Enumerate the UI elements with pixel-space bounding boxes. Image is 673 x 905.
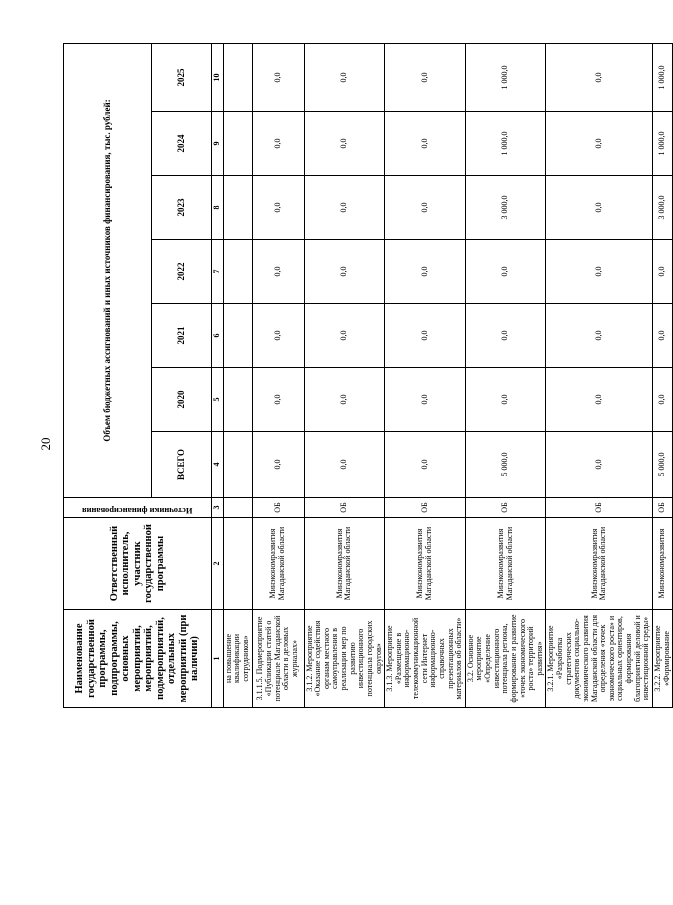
header-responsible: Ответственный исполнитель, участник государственной программы [64, 518, 212, 610]
funding-value [223, 240, 252, 304]
header-year: 2022 [152, 240, 212, 304]
header-year: 2025 [152, 43, 212, 111]
funding-value: 0,0 [546, 176, 653, 240]
funding-value: 3 000,0 [465, 176, 546, 240]
funding-value: 0,0 [546, 112, 653, 176]
header-source-cell [64, 498, 212, 518]
funding-source: ОБ [652, 498, 672, 518]
funding-source: ОБ [385, 498, 466, 518]
funding-value: 0,0 [385, 368, 466, 432]
funding-source [223, 498, 252, 518]
activity-name: 3.2.1. Мероприятие «Разработка стратегических документов социально-экономического развития Магаданской области для определения «точек экономического роста» и социальных ориентиров, формирования благоприятной деловой и инвестиционной среды» [546, 610, 653, 708]
funding-value: 0,0 [546, 304, 653, 368]
funding-value: 0,0 [252, 112, 304, 176]
funding-value [223, 112, 252, 176]
funding-value: 0,0 [304, 304, 385, 368]
table-row [385, 43, 466, 707]
funding-value: 0,0 [652, 368, 672, 432]
header-year: 2023 [152, 176, 212, 240]
responsible-executor [223, 518, 252, 610]
header-year: 2020 [152, 368, 212, 432]
responsible-executor: Минэкономразвития Магаданской области [546, 518, 653, 610]
funding-value: 1 000,0 [465, 43, 546, 111]
funding-value [223, 368, 252, 432]
activity-name: 3.1.2. Мероприятие «Оказание содействия органам местного самоуправления в реализации мер по развитию инвестиционного потенциала городских округов» [304, 610, 385, 708]
responsible-executor: Минэкономразвития [652, 518, 672, 610]
column-number-row [212, 43, 224, 707]
funding-value: 0,0 [652, 240, 672, 304]
column-number: 6 [212, 304, 224, 368]
responsible-executor: Минэкономразвития Магаданской области [252, 518, 304, 610]
column-number: 10 [212, 43, 224, 111]
table-row [652, 43, 672, 707]
header-funding: Объем бюджетных ассигнований и иных источников финансирования, тыс. рублей: [64, 43, 152, 497]
funding-value: 0,0 [385, 43, 466, 111]
funding-value: 0,0 [252, 240, 304, 304]
funding-value: 0,0 [252, 43, 304, 111]
funding-value: 0,0 [652, 304, 672, 368]
responsible-executor: Минэкономразвития Магаданской области [304, 518, 385, 610]
column-number: 8 [212, 176, 224, 240]
funding-value: 0,0 [304, 176, 385, 240]
header-year-total: ВСЕГО [152, 432, 212, 498]
funding-value: 0,0 [385, 432, 466, 498]
table-row [546, 43, 653, 707]
funding-value: 0,0 [465, 368, 546, 432]
funding-value: 0,0 [304, 112, 385, 176]
funding-value: 0,0 [546, 432, 653, 498]
table-row [465, 43, 546, 707]
funding-value: 0,0 [546, 43, 653, 111]
funding-value: 0,0 [385, 304, 466, 368]
funding-source: ОБ [465, 498, 546, 518]
header-source: Источники финансирования [82, 506, 193, 516]
table-row [252, 43, 304, 707]
table-row [304, 43, 385, 707]
funding-value [223, 432, 252, 498]
responsible-executor: Минэкономразвития Магаданской области [465, 518, 546, 610]
funding-value: 3 000,0 [652, 176, 672, 240]
funding-value: 0,0 [304, 432, 385, 498]
funding-value: 0,0 [304, 43, 385, 111]
activity-name: 3.2. Основное мероприятие «Определение инвестиционного потенциала региона, формирование и развитие «точек экономического роста» территорий развития» [465, 610, 546, 708]
funding-value: 0,0 [385, 112, 466, 176]
funding-value: 0,0 [385, 176, 466, 240]
funding-value: 5 000,0 [465, 432, 546, 498]
funding-value: 1 000,0 [465, 112, 546, 176]
column-number: 5 [212, 368, 224, 432]
funding-value: 0,0 [252, 176, 304, 240]
funding-value: 0,0 [546, 240, 653, 304]
page-number: 20 [38, 437, 53, 451]
activity-name: 3.1.3. Мероприятие «Размещение в информационно-телекоммуникационной сети Интернет информационно-справочных презентационных материалов об области» [385, 610, 466, 708]
funding-value: 0,0 [252, 368, 304, 432]
funding-source: ОБ [304, 498, 385, 518]
funding-value: 0,0 [252, 304, 304, 368]
responsible-executor: Минэкономразвития Магаданской области [385, 518, 466, 610]
funding-value [223, 43, 252, 111]
column-number: 9 [212, 112, 224, 176]
column-number: 3 [212, 498, 224, 518]
funding-value: 0,0 [304, 368, 385, 432]
column-number: 2 [212, 518, 224, 610]
funding-value: 0,0 [252, 432, 304, 498]
funding-value: 0,0 [385, 240, 466, 304]
funding-value [223, 176, 252, 240]
table-container [63, 44, 671, 708]
funding-value [223, 304, 252, 368]
header-year: 2021 [152, 304, 212, 368]
funding-value: 5 000,0 [652, 432, 672, 498]
column-number: 4 [212, 432, 224, 498]
funding-source: ОБ [546, 498, 653, 518]
activity-name: 3.2.2. Мероприятие «Формирование [652, 610, 672, 708]
table-row [223, 43, 252, 707]
funding-value: 0,0 [465, 240, 546, 304]
funding-value: 0,0 [465, 304, 546, 368]
activity-name: 3.1.1.5. Подмероприятие «Публикации статей о потенциале Магаданской области в деловых журналах» [252, 610, 304, 708]
header-name: Наименование государственной программы, подпрограммы, основных мероприятий, мероприятий, подмероприятий, отдельных мероприятий (при наличии) [64, 610, 212, 708]
funding-value: 1 000,0 [652, 43, 672, 111]
funding-value: 0,0 [546, 368, 653, 432]
funding-value: 1 000,0 [652, 112, 672, 176]
funding-value: 0,0 [304, 240, 385, 304]
funding-source: ОБ [252, 498, 304, 518]
column-number: 7 [212, 240, 224, 304]
activity-name: на повышение квалификации сотрудников» [223, 610, 252, 708]
header-year: 2024 [152, 112, 212, 176]
column-number: 1 [212, 610, 224, 708]
funding-table [63, 43, 673, 708]
